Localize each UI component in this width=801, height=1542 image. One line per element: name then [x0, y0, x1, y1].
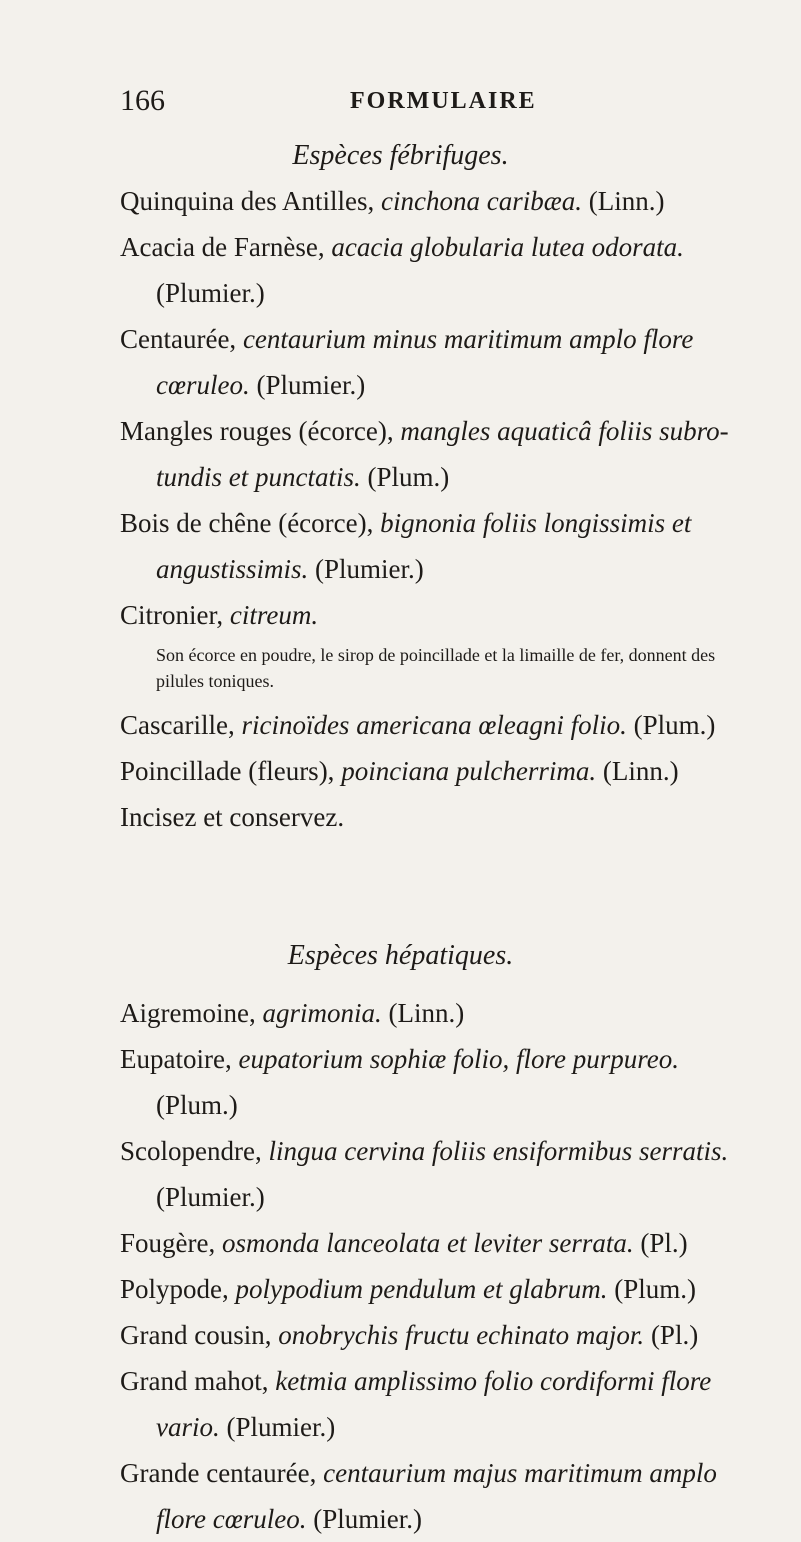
entry-continuation	[120, 1404, 740, 1450]
entry	[120, 1450, 740, 1542]
common-name: Incisez et conservez.	[120, 802, 345, 832]
citation: (Plumier.)	[306, 1504, 422, 1534]
page-header	[120, 84, 680, 124]
common-name: Citronier,	[120, 600, 230, 630]
entry-line	[120, 316, 740, 362]
latin-name: poinciana pulcherrima.	[341, 756, 597, 786]
latin-name-cont: flore cœruleo.	[156, 1504, 307, 1534]
entry-line	[120, 1220, 740, 1266]
entry-continuation	[120, 1496, 740, 1542]
entry-line	[120, 178, 740, 224]
running-title: FORMULAIRE	[350, 88, 537, 114]
entry-continuation	[120, 1082, 740, 1128]
entry	[120, 316, 740, 408]
latin-name: citreum.	[229, 600, 319, 630]
entry-line	[120, 794, 740, 840]
common-name: Acacia de Farnèse,	[120, 232, 332, 262]
latin-name-cont: angustissimis.	[156, 554, 309, 584]
entry	[120, 1266, 740, 1312]
common-name: Fougère,	[120, 1228, 222, 1258]
latin-name: cinchona caribæa.	[380, 186, 582, 216]
common-name: Aigremoine,	[120, 998, 263, 1028]
latin-name: acacia globularia lutea odorata.	[331, 232, 684, 262]
latin-name-cont: vario.	[156, 1412, 220, 1442]
entry-line	[120, 500, 740, 546]
entry-group	[120, 178, 740, 638]
common-name: Cascarille,	[120, 710, 242, 740]
entry-continuation	[120, 270, 740, 316]
latin-name-cont: tundis et punctatis.	[156, 462, 361, 492]
entry	[120, 408, 740, 500]
latin-name: centaurium majus maritimum amplo	[323, 1458, 717, 1488]
citation: (Linn.)	[581, 186, 665, 216]
entry	[120, 794, 740, 840]
entry	[120, 1312, 740, 1358]
entry-continuation	[120, 546, 740, 592]
note-text: Son écorce en poudre, le sirop de poincillade et la limaille de fer, donnent des pilules toniques.	[156, 645, 716, 691]
entry	[120, 178, 740, 224]
latin-name: polypodium pendulum et glabrum.	[235, 1274, 608, 1304]
entry	[120, 224, 740, 316]
common-name: Grand mahot,	[120, 1366, 276, 1396]
citation: (Pl.)	[633, 1228, 688, 1258]
latin-name: bignonia foliis longissimis et	[380, 508, 692, 538]
common-name: Bois de chêne (écorce),	[120, 508, 381, 538]
entry-line	[120, 1036, 740, 1082]
latin-name: agrimonia.	[262, 998, 382, 1028]
entry-line	[120, 702, 740, 748]
citation: (Plumier.)	[308, 554, 424, 584]
entry-line	[120, 408, 740, 454]
entry-continuation	[120, 454, 740, 500]
entry-group	[120, 990, 740, 1542]
citation: (Plumier.)	[249, 370, 366, 400]
entry-line	[120, 1128, 740, 1174]
latin-name: eupatorium sophiæ folio, flore purpureo.	[238, 1044, 679, 1074]
page-number: 166	[120, 84, 165, 117]
common-name: Grande centaurée,	[120, 1458, 324, 1488]
citation: (Plumier.)	[156, 1182, 265, 1212]
common-name: Grand cousin,	[120, 1320, 279, 1350]
entry-line	[120, 1312, 740, 1358]
entry	[120, 1128, 740, 1220]
common-name: Scolopendre,	[120, 1136, 269, 1166]
latin-name: ketmia amplissimo folio cordiformi flore	[275, 1366, 712, 1396]
citation: (Plum.)	[156, 1090, 238, 1120]
citation: (Plum.)	[607, 1274, 696, 1304]
latin-name: centaurium minus maritimum amplo flore	[242, 324, 694, 354]
entry-line	[120, 990, 740, 1036]
entry-continuation	[120, 1174, 740, 1220]
latin-name: mangles aquaticâ foliis subro-	[400, 416, 729, 446]
entry	[120, 1220, 740, 1266]
entries-febrifuges	[120, 178, 740, 840]
entry	[120, 592, 740, 638]
entry	[120, 1358, 740, 1450]
latin-name-cont: cœruleo.	[156, 370, 250, 400]
entry	[120, 748, 740, 794]
common-name: Polypode,	[120, 1274, 236, 1304]
entry-continuation	[120, 362, 740, 408]
section-title-febrifuges: Espèces fébrifuges.	[292, 140, 509, 171]
latin-name: ricinoïdes americana œleagni folio.	[241, 710, 627, 740]
entry-line	[120, 592, 740, 638]
entry	[120, 990, 740, 1036]
citation: (Plum.)	[360, 462, 450, 492]
common-name: Mangles rouges (écorce),	[120, 416, 401, 446]
common-name: Centaurée,	[120, 324, 243, 354]
entry-line	[120, 1358, 740, 1404]
citation: (Plumier.)	[156, 278, 265, 308]
common-name: Poincillade (fleurs),	[120, 756, 342, 786]
latin-name: onobrychis fructu echinato major.	[278, 1320, 645, 1350]
latin-name: lingua cervina foliis ensiformibus serratis.	[268, 1136, 729, 1166]
entry-line	[120, 1266, 740, 1312]
entry-line	[120, 1450, 740, 1496]
entry-line	[120, 224, 740, 270]
citation: (Plum.)	[626, 710, 716, 740]
entry-group-2	[120, 702, 740, 840]
entries-hepatiques	[120, 990, 740, 1542]
common-name: Quinquina des Antilles,	[120, 186, 381, 216]
entry	[120, 500, 740, 592]
common-name: Eupatoire,	[120, 1044, 239, 1074]
entry	[120, 1036, 740, 1128]
section-title-hepatiques: Espèces hépatiques.	[287, 940, 514, 971]
citation: (Linn.)	[596, 756, 679, 786]
entry-line	[120, 748, 740, 794]
entry	[120, 702, 740, 748]
citation: (Plumier.)	[219, 1412, 336, 1442]
citation: (Linn.)	[381, 998, 465, 1028]
latin-name: osmonda lanceolata et leviter serrata.	[221, 1228, 634, 1258]
citation: (Pl.)	[644, 1320, 699, 1350]
